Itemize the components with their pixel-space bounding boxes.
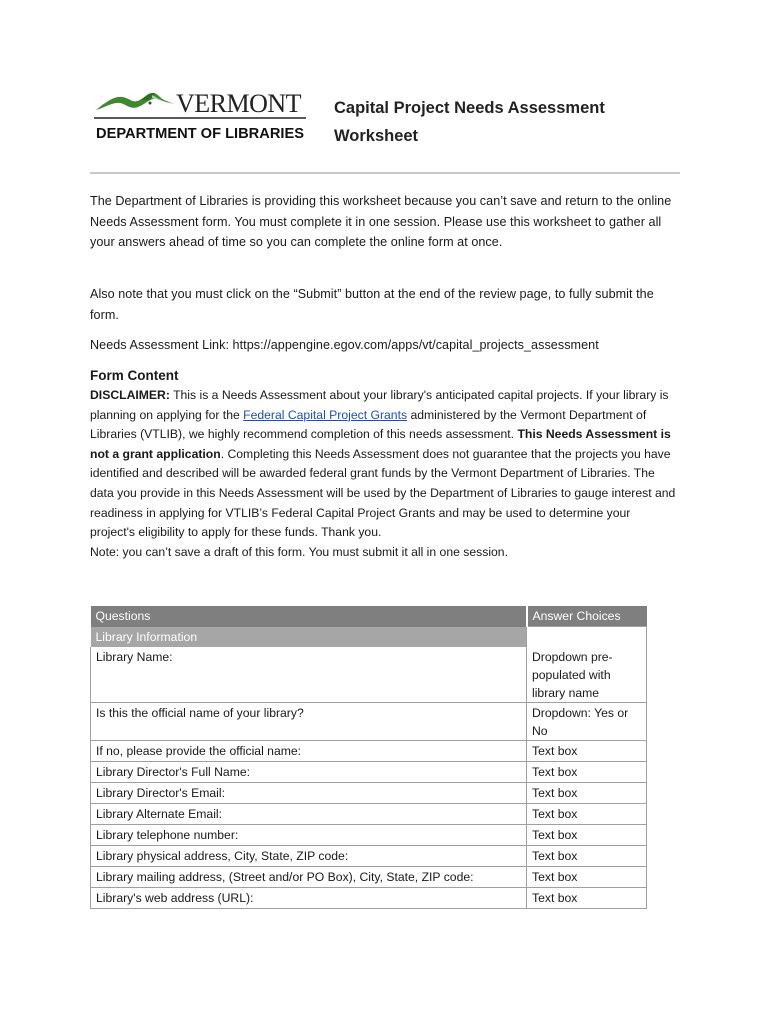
table-row [91,867,647,888]
vermont-libraries-logo [92,88,308,150]
question-cell: Library's web address (URL): [91,888,527,909]
question-cell: Is this the official name of your library? [91,703,527,741]
header-divider [90,172,680,174]
answer-cell: Text box [527,741,647,762]
table-row [91,783,647,804]
needs-assessment-link: Needs Assessment Link: https://appengine.egov.com/apps/vt/capital_projects_assessment [90,338,599,352]
form-content-heading: Form Content [90,368,179,383]
answer-cell: Text box [527,846,647,867]
mountain-icon [96,93,174,110]
answer-cell: Text box [527,867,647,888]
question-cell: Library Alternate Email: [91,804,527,825]
disclaimer-paragraph [90,386,678,562]
question-cell: If no, please provide the official name: [91,741,527,762]
title-line-2: Worksheet [334,127,419,145]
section-empty-cell [527,627,647,648]
disclaimer-text-3: . Completing this Needs Assessment does not guarantee that the projects you have identified and described will be awarded federal grant funds by the Vermont Department of Libraries. The data you provide in this Needs Assessment will be used by the Department of Libraries to gauge interest and readiness in applying for VTLIB’s Federal Capital Project Grants and may be used to determine your project's eligibility to apply for these funds. Thank you. [90,446,676,540]
table-row [91,741,647,762]
table-header-row [91,606,647,627]
table-row [91,703,647,741]
answer-cell: Text box [527,825,647,846]
federal-grants-link[interactable]: Federal Capital Project Grants [243,407,408,422]
table-row [91,804,647,825]
question-cell: Library Director's Email: [91,783,527,804]
table-row [91,846,647,867]
intro-paragraph: The Department of Libraries is providing this worksheet because you can’t save and return to the online Needs Assessment form. You must complete it in one session. Please use this worksheet to gather all your answers ahead of time so you can complete the online form at once. [90,194,672,250]
answer-cell: Text box [527,888,647,909]
page-title [334,94,654,150]
question-cell: Library physical address, City, State, ZIP code: [91,846,527,867]
answer-cell: Text box [527,783,647,804]
draft-note: Note: you can’t save a draft of this form. You must submit it all in one session. [90,544,508,559]
questions-column-header: Questions [91,606,527,627]
disclaimer-label: DISCLAIMER: [90,388,170,402]
questions-table [90,606,647,909]
submit-note-paragraph: Also note that you must click on the “Submit” button at the end of the review page, to fully submit the form. [90,287,654,322]
section-label: Library Information [91,627,527,648]
table-row [91,888,647,909]
table-row [91,762,647,783]
question-cell: Library telephone number: [91,825,527,846]
answer-cell: Dropdown pre-populated with library name [527,647,647,703]
answer-cell: Text box [527,762,647,783]
logo-department-text: DEPARTMENT OF LIBRARIES [96,125,304,142]
table-row [91,647,647,703]
disclaimer-bold-text: This Needs Assessment is not a grant application [90,427,671,461]
question-cell: Library Director's Full Name: [91,762,527,783]
question-cell: Library mailing address, (Street and/or PO Box), City, State, ZIP code: [91,867,527,888]
answer-cell: Dropdown: Yes or No [527,703,647,741]
disclaimer-text-1: This is a Needs Assessment about your library's anticipated capital projects. If your library is planning on applying for the [90,388,669,422]
disclaimer-text-2: administered by the Vermont Department of Libraries (VTLIB), we highly recommend completion of this needs assessment. [90,407,647,442]
title-line-1: Capital Project Needs Assessment [334,99,605,117]
question-cell: Library Name: [91,647,527,703]
answers-column-header: Answer Choices [527,606,647,627]
table-row [91,825,647,846]
answer-cell: Text box [527,804,647,825]
section-row [91,627,647,648]
logo-vermont-text: VERMONT [176,89,302,118]
